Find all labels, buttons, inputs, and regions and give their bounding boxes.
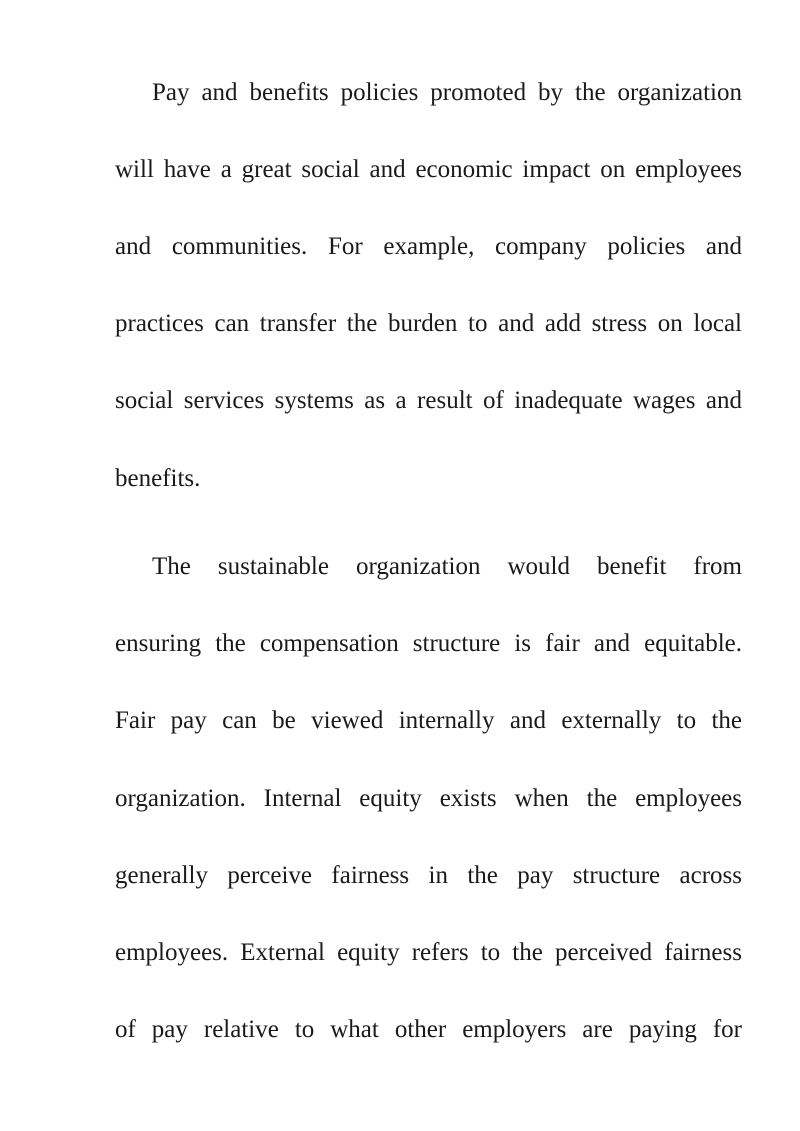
text-line: benefits. [115,465,201,492]
text-line: practices can transfer the burden to and add stress on local [115,310,742,337]
text-line: Pay and benefits policies promoted by the organization [152,79,742,106]
text-line: ensuring the compensation structure is fair and equitable. [115,630,742,657]
text-line: social services systems as a result of inadequate wages and [115,387,742,414]
text-line: employees. External equity refers to the perceived fairness [115,939,742,966]
text-line: organization. Internal equity exists when the employees [115,785,742,812]
text-line: Fair pay can be viewed internally and externally to the [115,707,742,734]
text-line: of pay relative to what other employers are paying for [115,1016,742,1043]
text-line: and communities. For example, company policies and [115,233,742,260]
text-line: will have a great social and economic impact on employees [115,156,742,183]
text-line: generally perceive fairness in the pay structure across [115,862,742,889]
text-line: The sustainable organization would benefit from [152,553,742,580]
